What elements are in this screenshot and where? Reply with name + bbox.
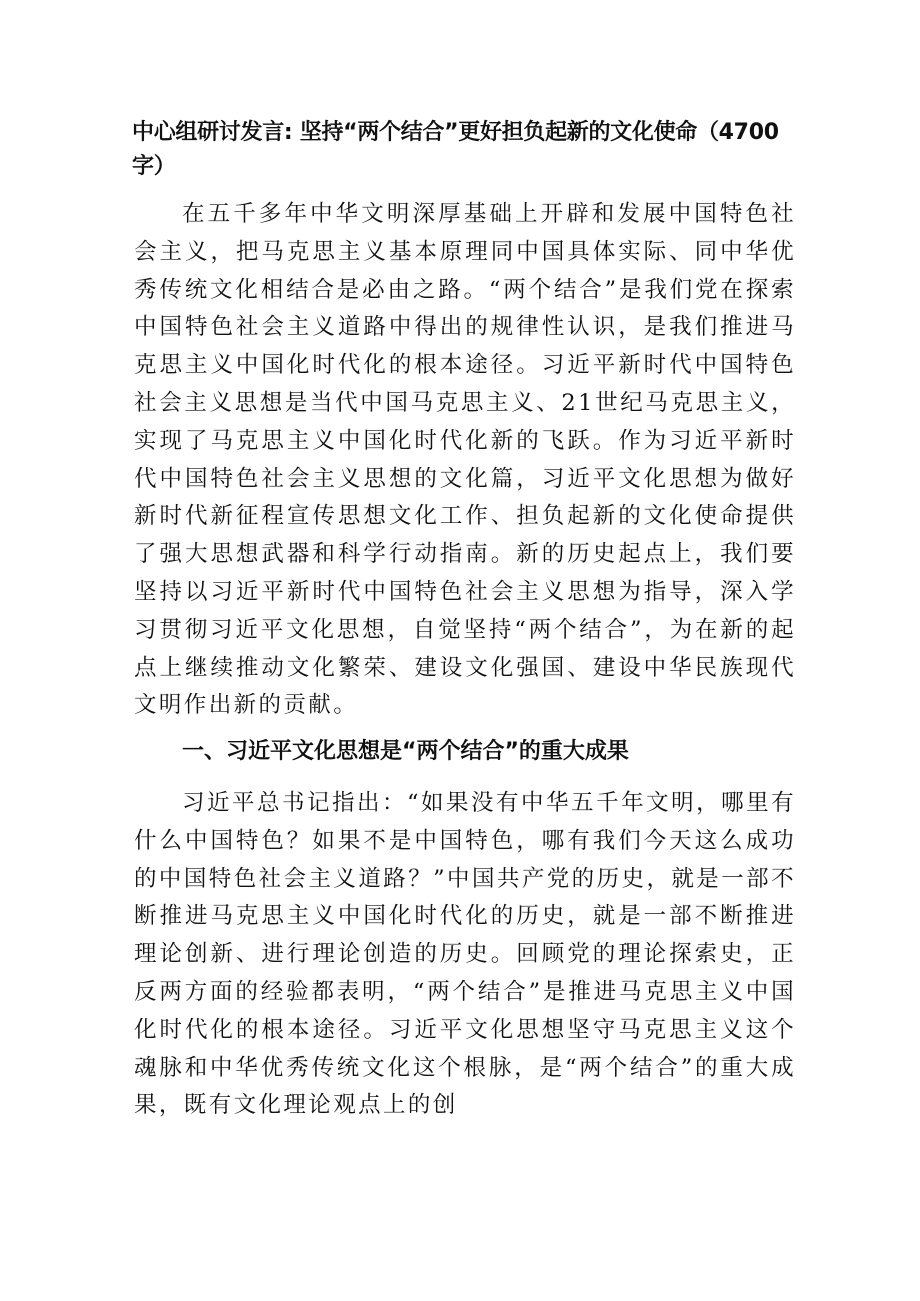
document-title: 中心组研讨发言: 坚持“两个结合”更好担负起新的文化使命（4700字）	[132, 120, 779, 179]
section-heading: 一、习近平文化思想是“两个结合”的重大成果	[182, 739, 629, 764]
intro-paragraph: 在五千多年中华文明深厚基础上开辟和发展中国特色社会主义，把马克思主义基本原理同中国具体实际、同中华优秀传统文化相结合是必由之路。“两个结合”是我们党在探索中国特色社会主义道路中得出的规律性认识，是我们推进马克思主义中国化时代化的根本途径。习近平新时代中国特色社会主义思想是当代中国马克思主义、21世纪马克思主义，实现了马克思主义中国化时代化新的飞跃。作为习近平新时代中国特色社会主义思想的文化篇，习近平文化思想为做好新时代新征程宣传思想文化工作、担负起新的文化使命提供了强大思想武器和科学行动指南。新的历史起点上，我们要坚持以习近平新时代中国特色社会主义思想为指导，深入学习贯彻习近平文化思想，自觉坚持“两个结合”，为在新的起点上继续推动文化繁荣、建设文化强国、建设中华民族现代文明作出新的贡献。	[134, 201, 796, 719]
section-paragraph: 习近平总书记指出：“如果没有中华五千年文明，哪里有什么中国特色？如果不是中国特色，哪有我们今天这么成功的中国特色社会主义道路？”中国共产党的历史，就是一部不断推进马克思主义中国化时代化的历史，就是一部不断推进理论创新、进行理论创造的历史。回顾党的理论探索史，正反两方面的经验都表明，“两个结合”是推进马克思主义中国化时代化的根本途径。习近平文化思想坚守马克思主义这个魂脉和中华优秀传统文化这个根脉，是“两个结合”的重大成果，既有文化理论观点上的创	[134, 790, 796, 1119]
